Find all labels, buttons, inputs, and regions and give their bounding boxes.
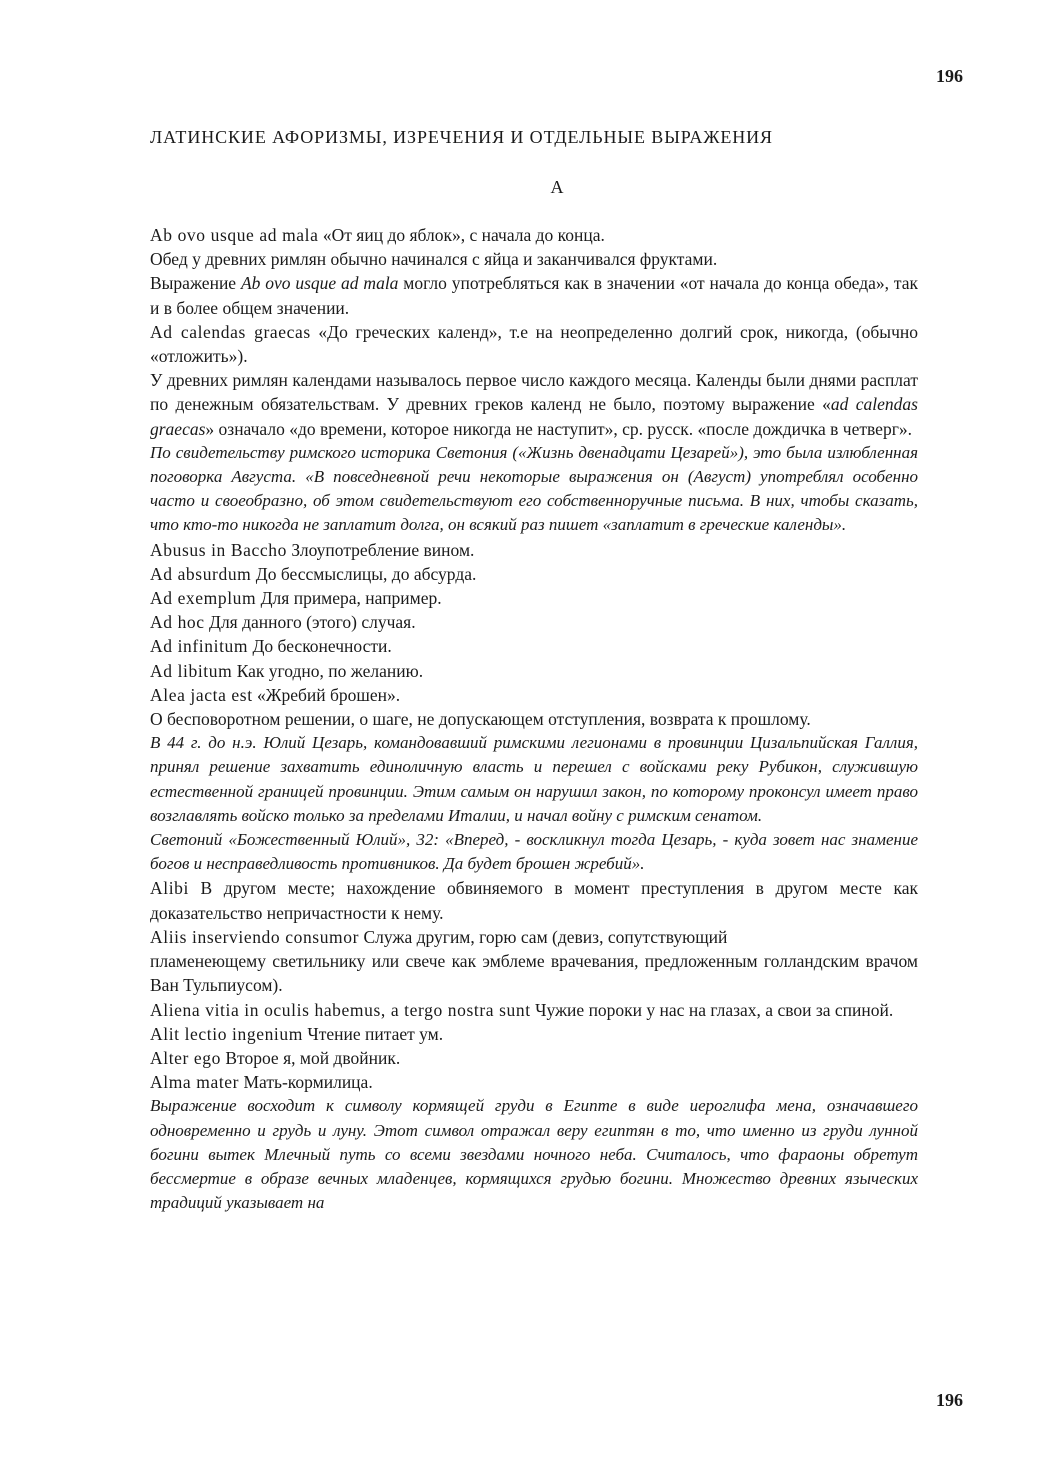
entry-note (150, 368, 918, 441)
translation: «До греческих календ», т.е на неопределенно долгий срок, никогда, (обычно «отложить»). (150, 321, 918, 367)
entry-line (150, 538, 918, 562)
translation: Служа другим, горю сам (девиз, сопутствующий (359, 926, 728, 947)
entry-line (150, 659, 918, 683)
entry-line (150, 586, 918, 610)
entry-line (150, 562, 918, 586)
latin-term: Alter ego (150, 1047, 221, 1068)
latin-term: Abusus in Baccho (150, 539, 287, 560)
note-text: » означало «до времени, которое никогда не наступит», ср. русск. «после дождичка в четверг». (205, 418, 913, 439)
translation: Для примера, например. (256, 588, 442, 609)
translation: Для данного (этого) случая. (204, 612, 416, 633)
page-number-bottom: 196 (936, 1390, 963, 1410)
entry-line (150, 223, 918, 247)
entry-note: Обед у древних римлян обычно начинался с яйца и заканчивался фруктами. (150, 249, 718, 270)
entry-line (150, 925, 918, 949)
entry-note: пламенеющему светильнику или свече как эмблеме врачевания, предложенным голландским врачом Ван Тульпиусом). (150, 951, 918, 996)
translation: «От яиц до яблок», с начала до конца. (318, 225, 605, 245)
translation: Злоупотребление вином. (286, 539, 475, 560)
translation: «Жребий брошен». (252, 684, 401, 705)
entry-line (150, 320, 918, 368)
latin-term: Ad hoc (150, 612, 205, 633)
entry-line (150, 998, 918, 1022)
entry-line (150, 1046, 918, 1070)
entry-line (150, 610, 918, 634)
latin-term: Alma mater (150, 1072, 240, 1093)
note-emphasis: ad calendas graecas (150, 394, 918, 439)
translation: До бесконечности. (248, 636, 392, 657)
entry-line (150, 1070, 918, 1094)
latin-term: Ad infinitum (150, 636, 249, 657)
note-emphasis: Ab ovo usque ad mala (240, 273, 399, 294)
entry-line (150, 683, 918, 707)
entry-line (150, 634, 918, 658)
document-body (150, 223, 918, 1215)
translation: Мать-кормилица. (239, 1072, 373, 1093)
entry-commentary: По свидетельству римского историка Светония («Жизнь двенадцати Цезарей»), это была излюбленная поговорка Августа. «В повседневной речи некоторые выражения он (Август) употреблял особенно часто и своеобразно, об этом свидетельствуют его собственноручные письма. В них, чтобы сказать, что кто-то никогда не заплатит долга, он всякий раз пишет «заплатит в греческие календы». (150, 442, 918, 535)
translation: В другом месте; нахождение обвиняемого в момент преступления в другом месте как доказательство непричастности к нему. (150, 878, 918, 923)
entry-commentary: В 44 г. до н.э. Юлий Цезарь, командовавший римскими легионами в провинции Цизальпийская Галлия, принял решение захватить единоличную власть и перешел с войсками реку Рубикон, служившую естественной границей провинции. Этим самым он нарушил закон, по которому проконсул имеет право возглавлять войско только за пределами Италии, и начал войну с римским сенатом. (150, 733, 918, 825)
translation: Чужие пороки у нас на глазах, а свои за спиной. (530, 999, 894, 1020)
entry-line (150, 1022, 918, 1046)
latin-term: Aliena vitia in oculis habemus, a tergo nostra sunt (150, 999, 531, 1020)
entry-note (150, 271, 918, 319)
entry-commentary: Выражение восходит к символу кормящей груди в Египте в виде иероглифа мена, означавшего одновременно и грудь и луну. Этот символ отражал веру египтян в то, что именно из груди лунной богини вытек Млечный путь со всеми звездами ночного неба. Считалось, что фараоны обретут бессмертие в образе вечных младенцев, кормящихся грудью богини. Множество древних языческих традиций указывает на (150, 1096, 918, 1213)
entry-commentary: Светоний «Божественный Юлий», 32: «Вперед, - воскликнул тогда Цезарь, - куда зовет нас знамение богов и несправедливость противников. Да будет брошен жребий». (150, 830, 918, 874)
translation: До бессмыслицы, до абсурда. (251, 563, 477, 584)
latin-term: Ab ovo usque ad mala (150, 225, 319, 245)
entry-line (150, 876, 918, 924)
latin-term: Ad exemplum (150, 588, 257, 609)
translation: Чтение питает ум. (302, 1023, 444, 1044)
entry-note: О бесповоротном решении, о шаге, не допускающем отступления, возврата к прошлому. (150, 709, 811, 730)
translation: Как угодно, по желанию. (232, 660, 424, 681)
latin-term: Alit lectio ingenium (150, 1023, 303, 1044)
note-text: У древних римлян календами называлось первое число каждого месяца. Календы были днями расплат по денежным обязательствам. У древних греков календ не было, поэтому выражение « (150, 370, 918, 415)
latin-term: Alibi (150, 878, 189, 899)
note-text: могло употребляться как в значении «от начала до конца обеда», так и в более общем значении. (150, 273, 918, 318)
latin-term: Aliis inserviendo consumor (150, 926, 360, 947)
latin-term: Ad absurdum (150, 563, 252, 584)
latin-term: Ad libitum (150, 660, 233, 681)
translation: Второе я, мой двойник. (221, 1047, 401, 1068)
latin-term: Ad calendas graecas (150, 321, 311, 342)
page-title: ЛАТИНСКИЕ АФОРИЗМЫ, ИЗРЕЧЕНИЯ И ОТДЕЛЬНЫЕ ВЫРАЖЕНИЯ (150, 127, 773, 147)
note-text: Выражение (150, 273, 241, 294)
page-number-top: 196 (936, 66, 963, 86)
latin-term: Alea jacta est (150, 684, 253, 705)
section-letter: А (550, 177, 564, 197)
